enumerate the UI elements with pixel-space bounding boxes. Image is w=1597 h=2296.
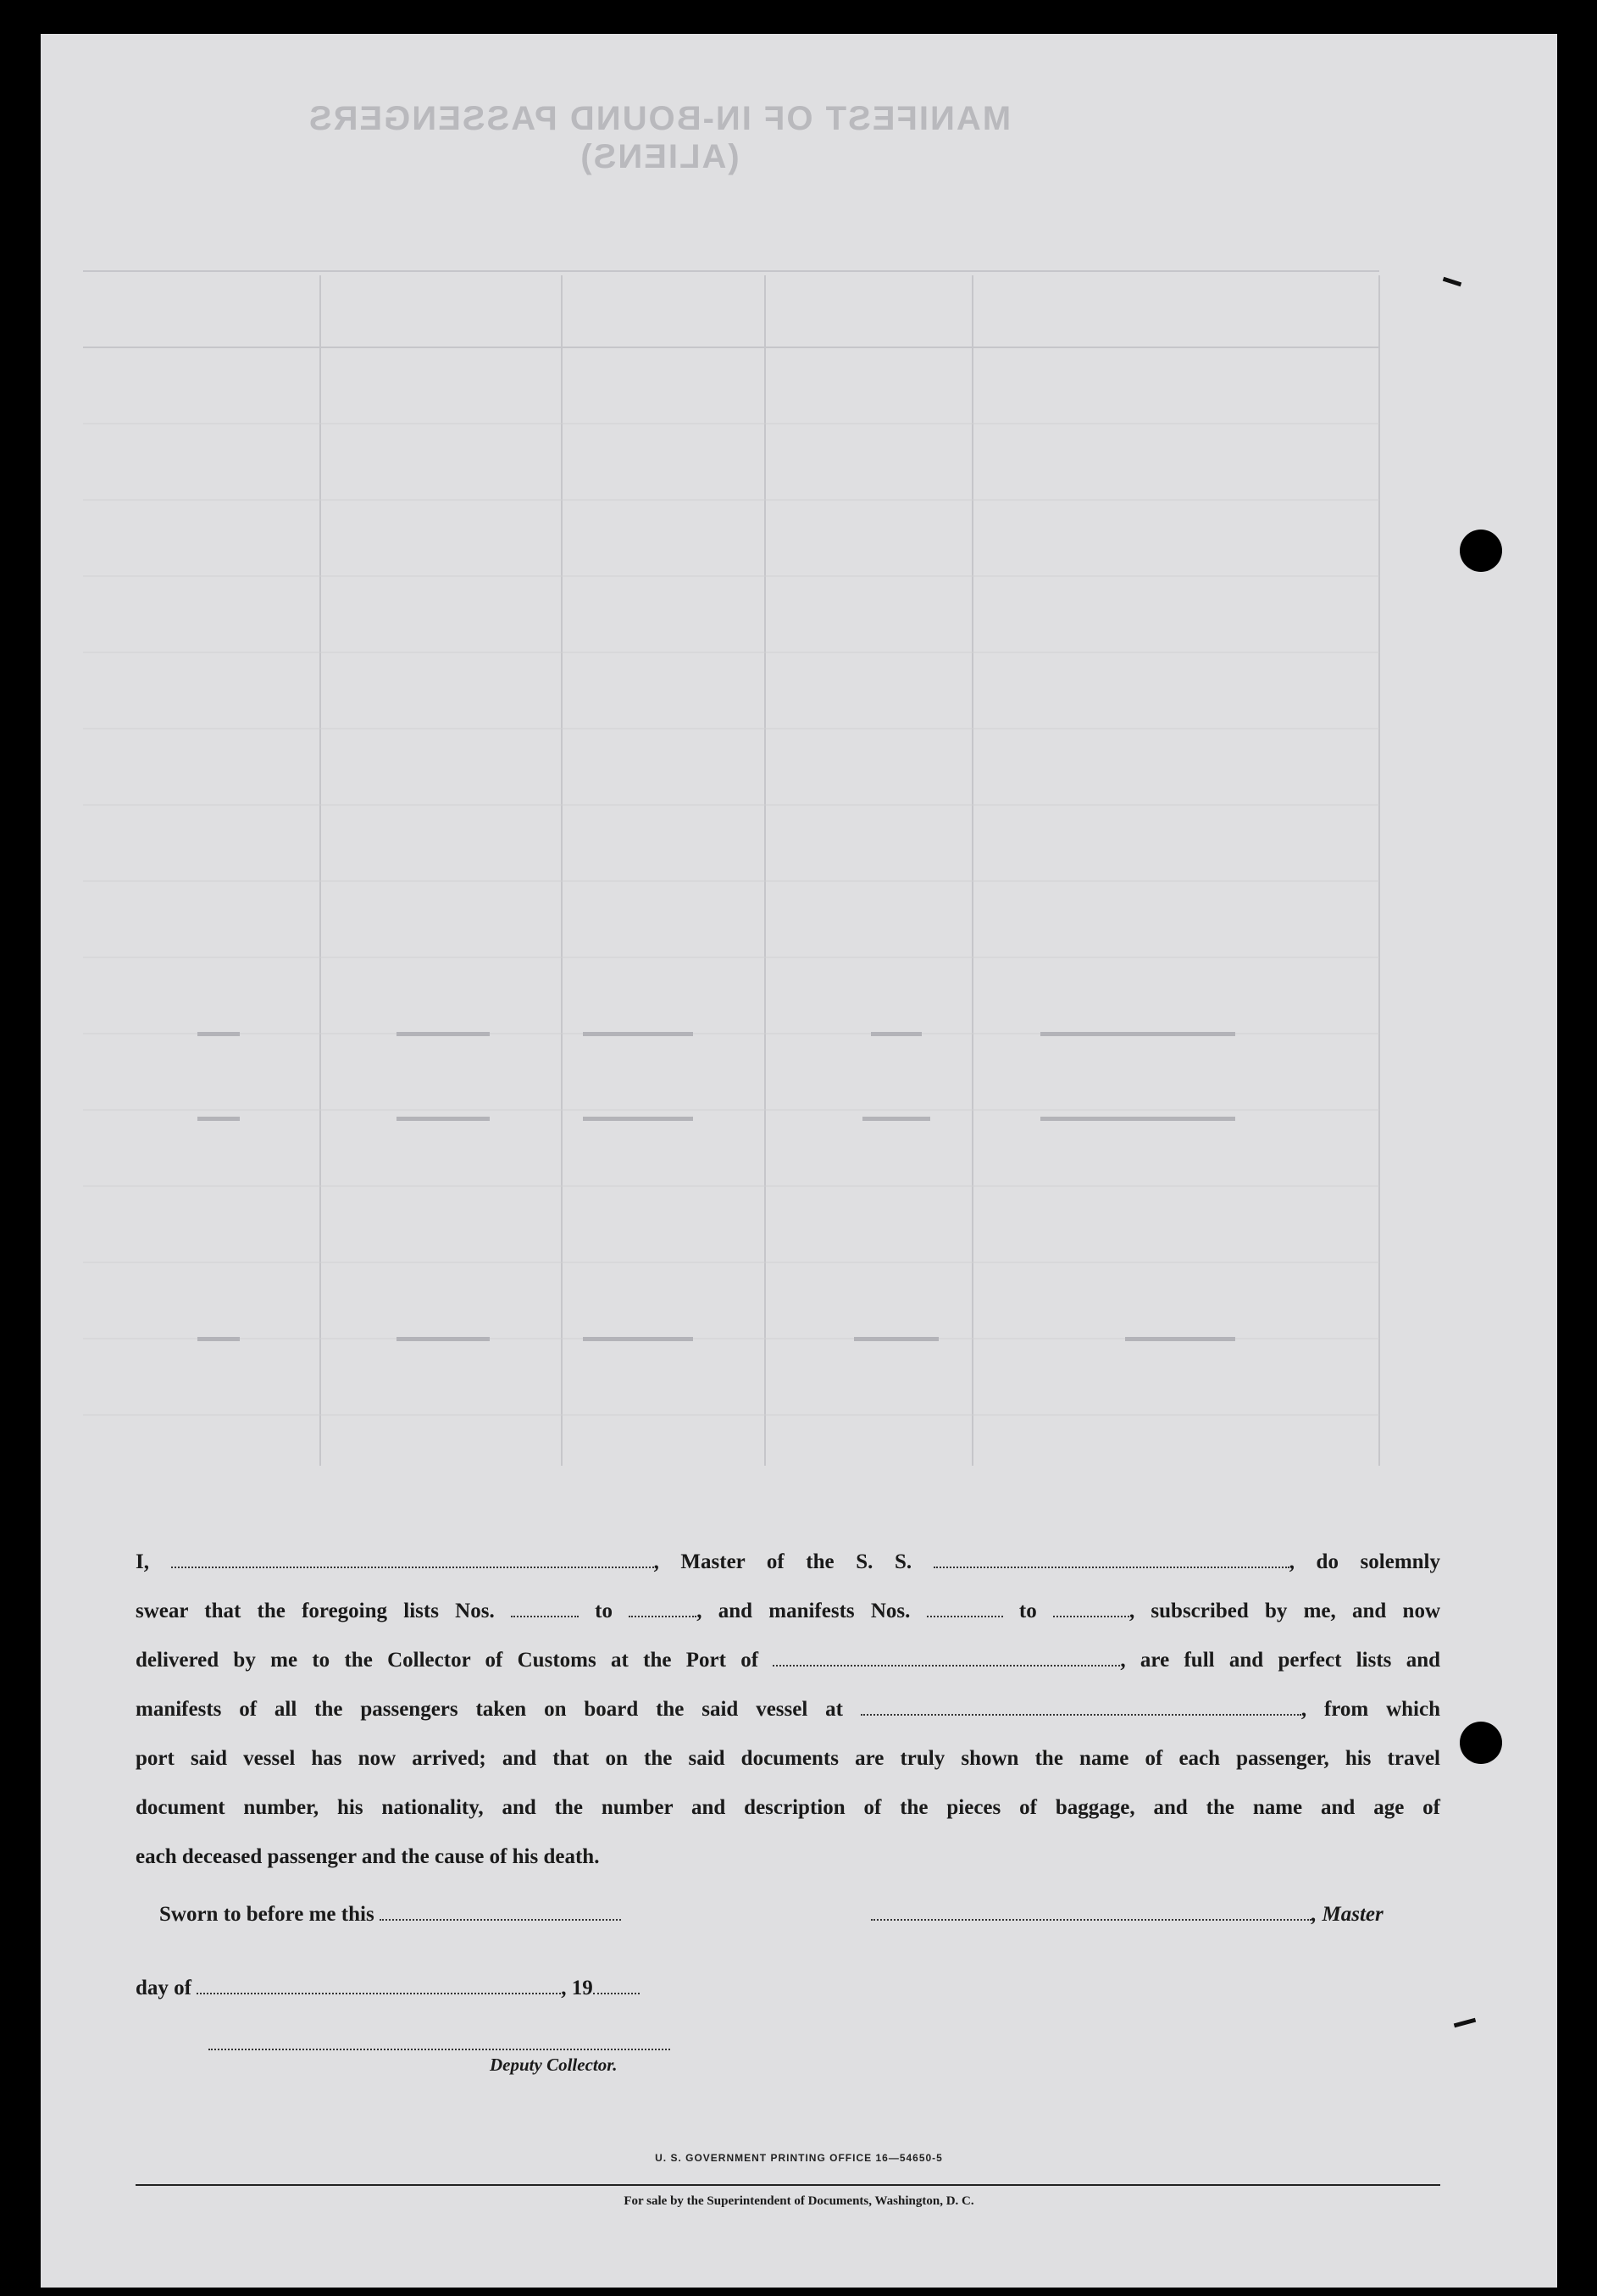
footer-rule [136,2184,1440,2186]
deputy-row [208,2032,670,2056]
oath-line2-end: , subscribed by me, and now [1128,1600,1440,1622]
port-of-departure-field[interactable] [861,1697,1301,1716]
list-from-field[interactable] [511,1599,579,1617]
master-signature-field[interactable] [871,1902,1311,1921]
master-label: , Master [1311,1903,1384,1926]
day-row [136,1976,640,2000]
oath-line2-manifests: , and manifests Nos. [696,1600,911,1622]
oath-line3-start: delivered by me to the Collector of Customs at the Port of [136,1649,759,1672]
oath-line7: each deceased passenger and the cause of his death. [136,1845,600,1868]
oath-line5: port said vessel has now arrived; and that on the said documents are truly shown the name of each passenger, his travel [136,1747,1440,1770]
oath-line1-end: , do solemnly [1289,1550,1440,1573]
sale-notice: For sale by the Superintendent of Documents, Washington, D. C. [624,2194,974,2208]
port-of-arrival-field[interactable] [773,1648,1120,1667]
oath-line3-end: , are full and perfect lists and [1120,1649,1441,1672]
manifest-sheet [41,34,1557,2288]
deputy-collector-label: Deputy Collector. [490,2055,618,2075]
oath-line4-end: , from which [1300,1698,1441,1721]
sworn-row [159,1902,621,1927]
oath-line2-to: to [595,1600,613,1622]
master-signature-row [871,1902,1384,1927]
punch-hole-bottom [1460,1722,1502,1764]
year-label: , 19 [561,1977,593,1999]
manifest-to-field[interactable] [1053,1599,1129,1617]
year-field[interactable] [593,1976,640,1994]
oath-line6: document number, his nationality, and the number and description of the pieces of baggage, and the name and age of [136,1796,1440,1819]
sworn-label: Sworn to before me this [159,1903,374,1926]
oath-line1-master: , Master of the S. S. [653,1550,912,1573]
list-to-field[interactable] [629,1599,696,1617]
master-oath [136,1538,1440,1882]
bleed-through-table [41,34,1557,1491]
month-field[interactable] [197,1976,561,1994]
oath-line2-start: swear that the foregoing lists Nos. [136,1600,495,1622]
oath-line2-to-2: to [1018,1600,1037,1622]
sworn-date-field[interactable] [380,1902,621,1921]
oath-line4-start: manifests of all the passengers taken on board the said vessel at [136,1698,843,1721]
day-of-label: day of [136,1977,191,1999]
printing-office-line: U. S. GOVERNMENT PRINTING OFFICE 16—54650-5 [655,2152,943,2164]
master-name-field[interactable] [171,1550,654,1568]
deputy-signature-field[interactable] [208,2032,670,2050]
oath-line1-start: I, [136,1550,149,1573]
bleed-through-title: MANIFEST OF IN-BOUND PASSENGERS (ALIENS) [307,100,1012,175]
manifest-from-field[interactable] [927,1599,1003,1617]
punch-hole-top [1460,530,1502,572]
ink-mark [1454,2018,1476,2028]
vessel-name-field[interactable] [934,1550,1289,1568]
